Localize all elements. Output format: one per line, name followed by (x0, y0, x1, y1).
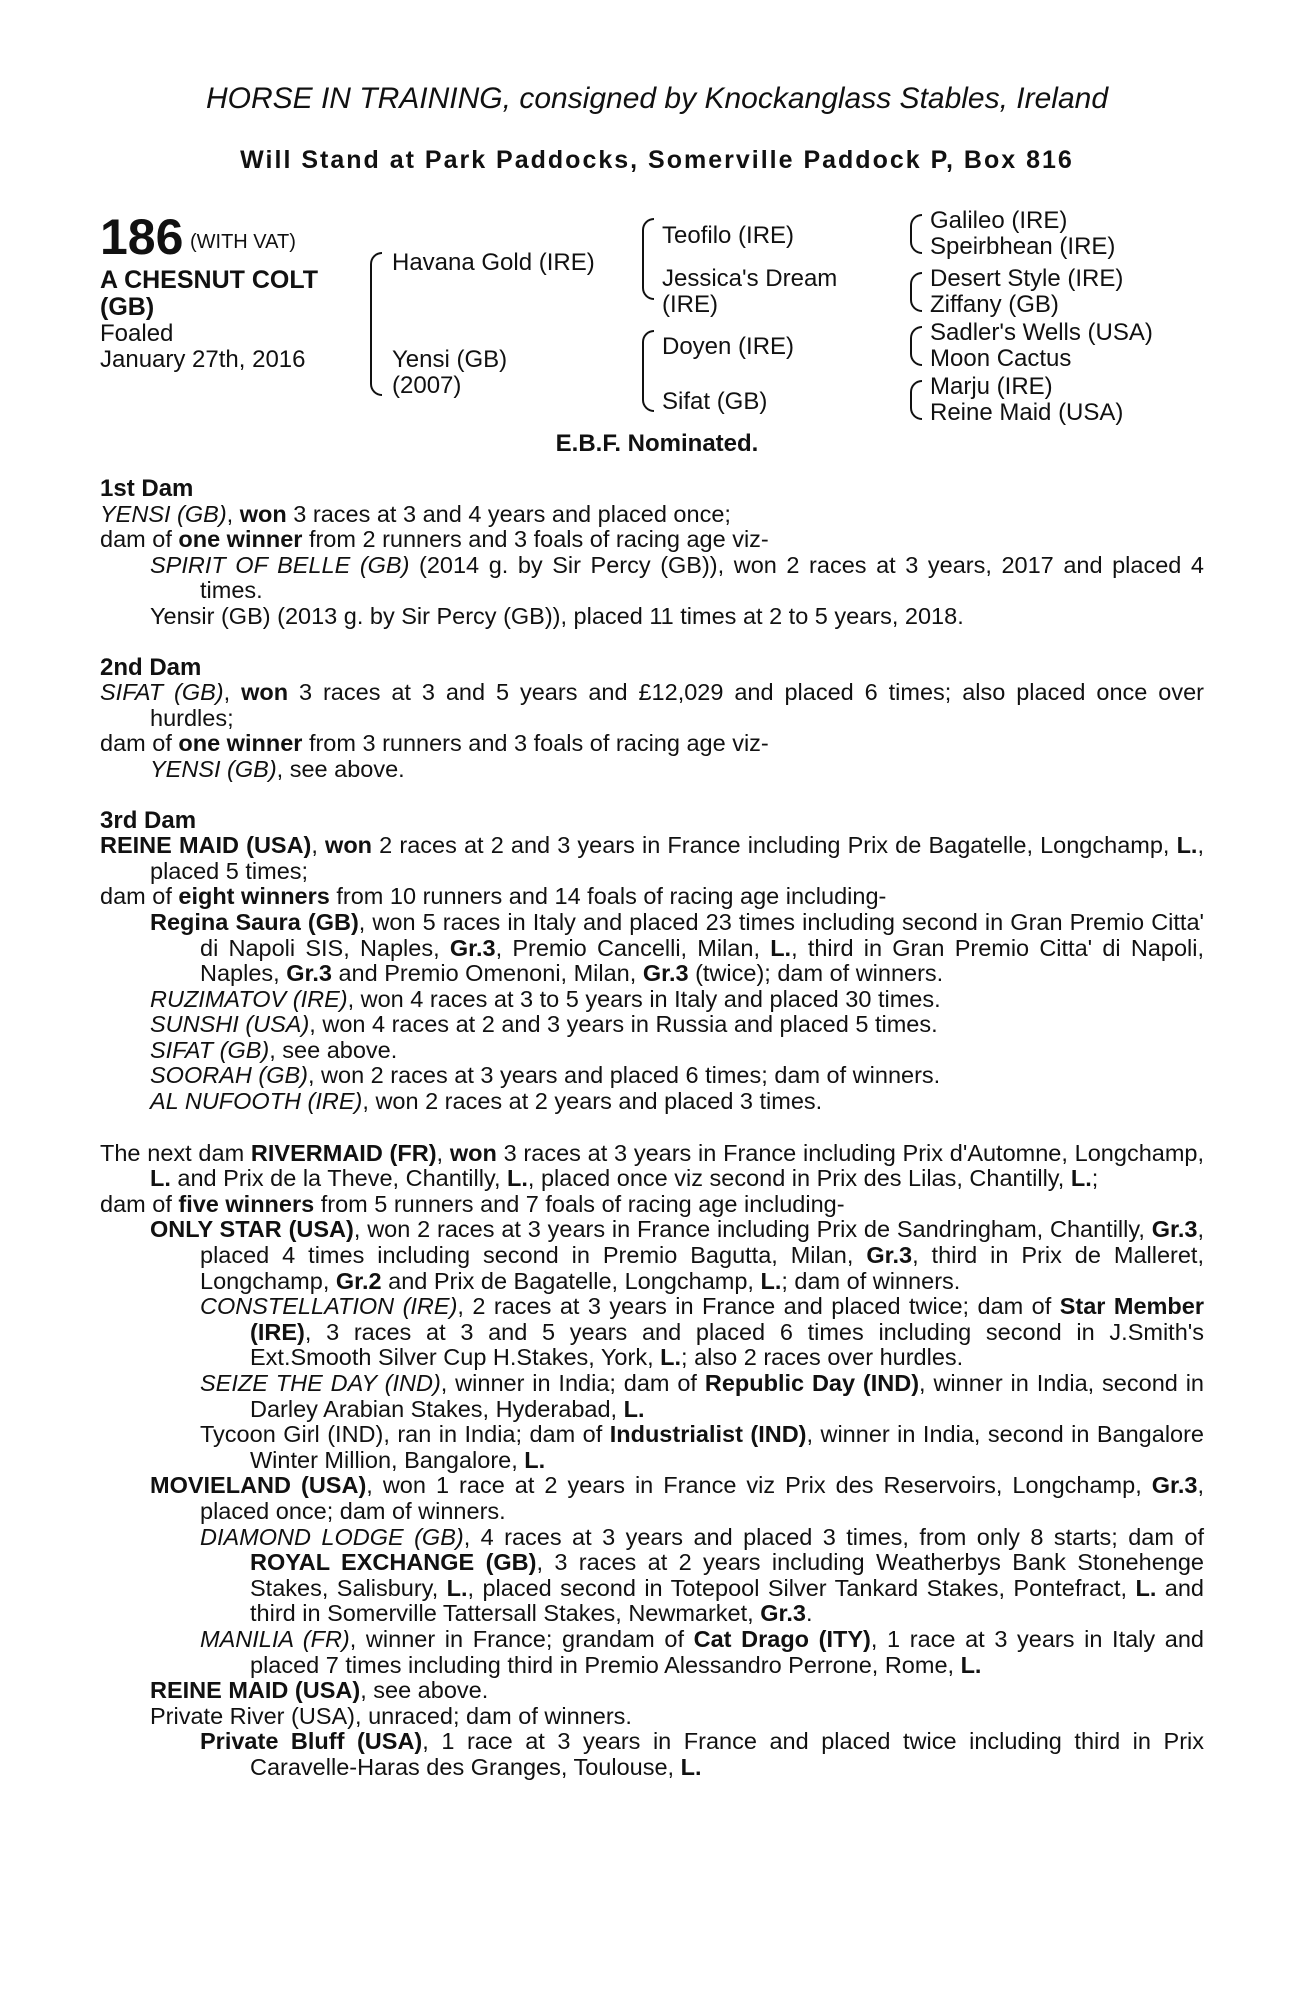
foaled-label: Foaled (100, 320, 174, 347)
catalogue-header: HORSE IN TRAINING, consigned by Knockanglass Stables, Ireland (205, 82, 1109, 115)
second-dam-offspring-1: YENSI (GB), see above. (150, 755, 405, 782)
pedigree-brace-g1 (910, 214, 922, 254)
first-dam-heading: 1st Dam (100, 475, 194, 502)
next-dam-grandchild-5: MANILIA (FR), winner in France; grandam of Cat Drago (ITY), 1 race at 3 years in Italy and placed 7 times including third in Premio Alessandro Perrone, Rome, L. (200, 1625, 1204, 1678)
third-dam-offspring-1: Regina Saura (GB), won 5 races in Italy and placed 23 times including second in Gran Premio Citta' di Napoli SIS, Naples, Gr.3, Premio Cancelli, Milan, L., third in Gran Premio Citta' di Napoli, Naples, Gr.3 and Premio Omenoni, Milan, Gr.3 (twice); dam of winners. (150, 908, 1204, 987)
third-dam-offspring-2: RUZIMATOV (IRE), won 4 races at 3 to 5 years in Italy and placed 30 times. (150, 985, 941, 1012)
horse-description: A CHESNUT COLT (100, 266, 319, 294)
next-dam-offspring-1: ONLY STAR (USA), won 2 races at 3 years in France including Prix de Sandringham, Chantilly, Gr.3, placed 4 times including second in Premio Bagutta, Milan, Gr.3, third in Prix de Malleret, Longchamp, Gr.2 and Prix de Bagatelle, Longchamp, L.; dam of winners. (150, 1216, 1204, 1294)
pedigree-brace-dam (642, 330, 654, 412)
great-grandsire-1: Galileo (IRE) (930, 207, 1068, 234)
next-dam-record: The next dam RIVERMAID (FR), won 3 races at 3 years in France including Prix d'Automne, Longchamp, L. and Prix de la Theve, Chantilly, L., placed once viz second in Prix des Lilas, Chantilly, L.; (100, 1139, 1205, 1192)
dam-dam: Sifat (GB) (662, 388, 768, 415)
dam-name: Yensi (GB) (392, 346, 508, 373)
next-dam-offspring-2: MOVIELAND (USA), won 1 race at 2 years in France viz Prix des Reservoirs, Longchamp, Gr.3, placed once; dam of winners. (150, 1472, 1205, 1524)
next-dam-grandchild-4: DIAMOND LODGE (GB), 4 races at 3 years and placed 3 times, from only 8 starts; dam of ROYAL EXCHANGE (GB), 3 races at 2 years including Weatherbys Bank Stonehenge Stakes, Salisbury, L., placed second in Totepool Silver Tankard Stakes, Pontefract, L. and third in Somerville Tattersall Stakes, Newmarket, Gr.3. (200, 1523, 1204, 1627)
lot-number: 186 (100, 209, 184, 265)
sire-dam-origin: (IRE) (662, 291, 718, 318)
ebf-nominated: E.B.F. Nominated. (555, 430, 759, 457)
pedigree-brace-sire (642, 218, 654, 300)
pedigree-brace-g4 (910, 380, 922, 420)
pedigree-brace-g2 (910, 272, 922, 312)
great-granddam-1: Speirbhean (IRE) (930, 233, 1116, 260)
horse-origin: (GB) (100, 293, 155, 321)
sire-name: Havana Gold (IRE) (392, 249, 595, 276)
second-dam-produce: dam of one winner from 3 runners and 3 foals of racing age viz- (100, 730, 769, 757)
great-granddam-4: Reine Maid (USA) (930, 399, 1124, 426)
great-granddam-2: Ziffany (GB) (930, 291, 1059, 318)
third-dam-offspring-4: SIFAT (GB), see above. (150, 1036, 398, 1063)
sire-dam: Jessica's Dream (662, 265, 838, 292)
first-dam-offspring-1: SPIRIT OF BELLE (GB) (2014 g. by Sir Percy (GB)), won 2 races at 3 years, 2017 and placed 4 times. (150, 551, 1204, 604)
stand-location: Will Stand at Park Paddocks, Somerville Paddock P, Box 816 (240, 146, 1074, 174)
third-dam-record: REINE MAID (USA), won 2 races at 2 and 3 years in France including Prix de Bagatelle, Longchamp, L., placed 5 times; (100, 832, 1204, 884)
third-dam-offspring-6: AL NUFOOTH (IRE), won 2 races at 2 years and placed 3 times. (150, 1088, 823, 1115)
second-dam-record: SIFAT (GB), won 3 races at 3 and 5 years and £12,029 and placed 6 times; also placed once over hurdles; (100, 679, 1204, 731)
next-dam-grandchild-3: Tycoon Girl (IND), ran in India; dam of Industrialist (IND), winner in India, second in Bangalore Winter Million, Bangalore, L. (200, 1421, 1205, 1473)
sire-sire: Teofilo (IRE) (662, 222, 795, 249)
first-dam-produce: dam of one winner from 2 runners and 3 foals of racing age viz- (100, 526, 769, 553)
next-dam-offspring-3: REINE MAID (USA), see above. (150, 1677, 489, 1704)
pedigree-brace-parents (370, 252, 382, 396)
second-dam-heading: 2nd Dam (100, 653, 202, 681)
first-dam-offspring-2: Yensir (GB) (2013 g. by Sir Percy (GB)), placed 11 times at 2 to 5 years, 2018. (150, 602, 964, 629)
next-dam-grandchild-2: SEIZE THE DAY (IND), winner in India; dam of Republic Day (IND), winner in India, second in Darley Arabian Stakes, Hyderabad, L. (200, 1370, 1204, 1422)
dam-year: (2007) (392, 372, 462, 399)
dam-line-body (100, 476, 1204, 1781)
foaled-date: January 27th, 2016 (100, 346, 306, 373)
vat-note: (WITH VAT) (190, 231, 296, 253)
third-dam-produce: dam of eight winners from 10 runners and 14 foals of racing age including- (100, 883, 887, 910)
next-dam-grandchild-1: CONSTELLATION (IRE), 2 races at 3 years in France and placed twice; dam of Star Member (IRE), 3 races at 3 and 5 years and placed 6 times including second in J.Smith's Ext.Smooth Silver Cup H.Stakes, York, L.; also 2 races over hurdles. (200, 1293, 1204, 1371)
great-granddam-3: Moon Cactus (930, 345, 1072, 372)
first-dam-record: YENSI (GB), won 3 races at 3 and 4 years and placed once; (100, 500, 731, 527)
great-grandsire-2: Desert Style (IRE) (930, 265, 1124, 292)
great-grandsire-3: Sadler's Wells (USA) (930, 319, 1153, 346)
pedigree-brace-g3 (910, 326, 922, 366)
next-dam-grandchild-6: Private Bluff (USA), 1 race at 3 years in France and placed twice including third in Prix Caravelle-Haras des Granges, Toulouse, L. (200, 1728, 1204, 1780)
third-dam-offspring-5: SOORAH (GB), won 2 races at 3 years and placed 6 times; dam of winners. (150, 1062, 941, 1089)
great-grandsire-4: Marju (IRE) (930, 373, 1053, 400)
third-dam-offspring-3: SUNSHI (USA), won 4 races at 2 and 3 years in Russia and placed 5 times. (150, 1011, 938, 1038)
dam-sire: Doyen (IRE) (662, 333, 795, 360)
next-dam-offspring-4: Private River (USA), unraced; dam of winners. (150, 1702, 632, 1729)
third-dam-heading: 3rd Dam (100, 806, 197, 834)
next-dam-produce: dam of five winners from 5 runners and 7 foals of racing age including- (100, 1190, 845, 1217)
